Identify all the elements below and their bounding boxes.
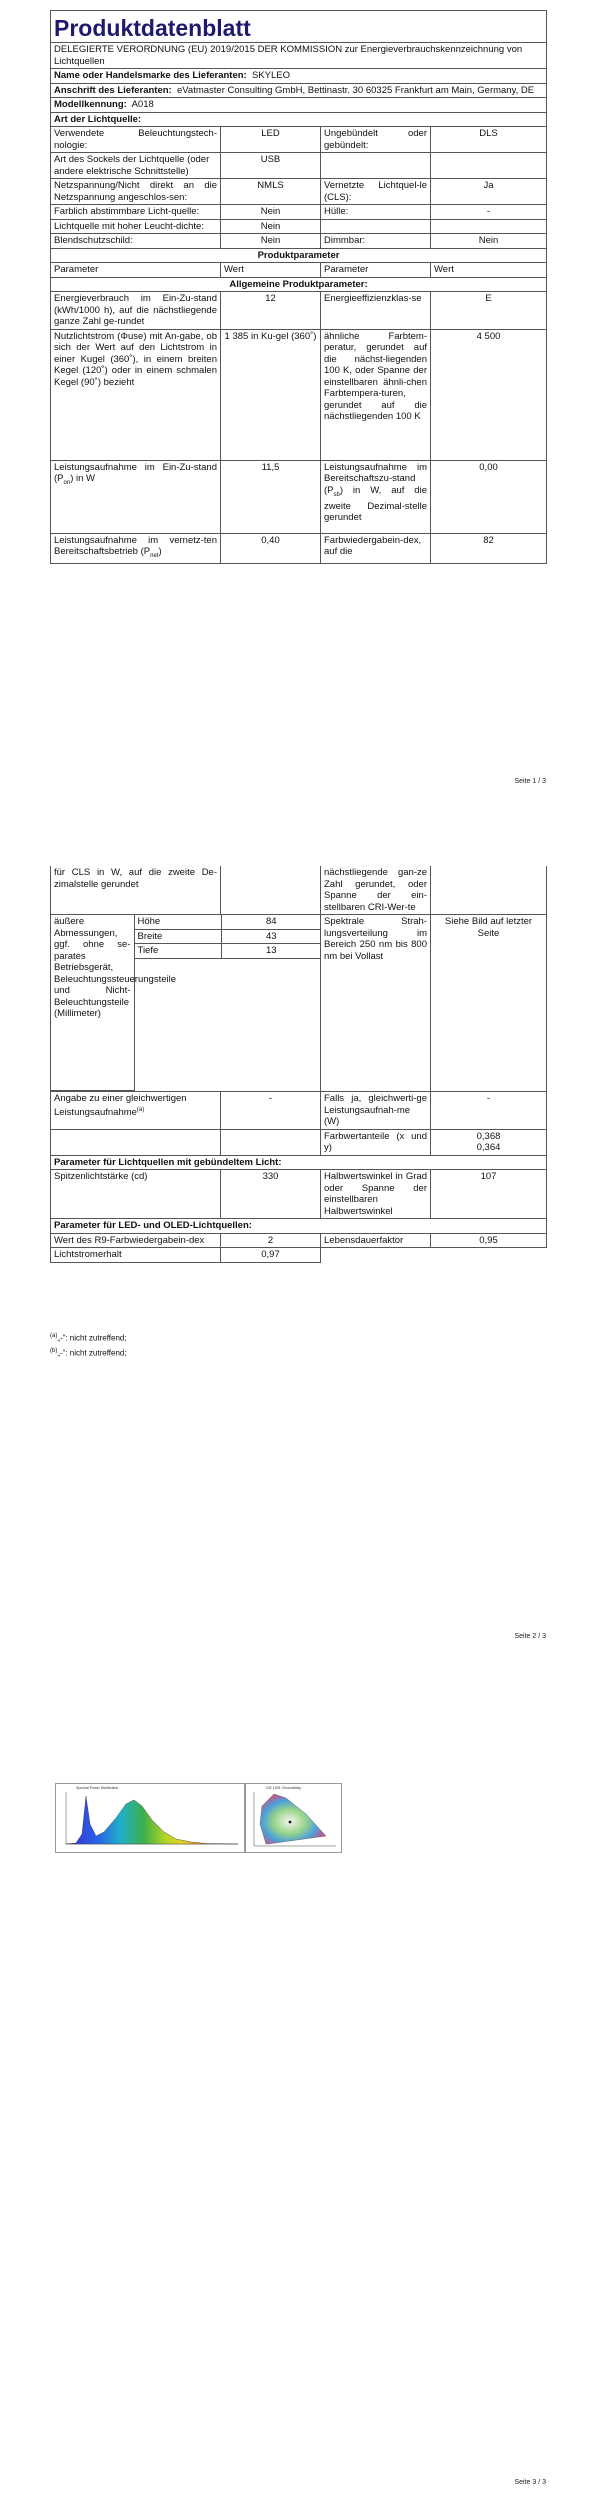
pon-label: Leistungsaufnahme im Ein-Zu-stand $(P_{on})$ in W [51, 460, 221, 533]
dimensions-table [51, 915, 321, 1091]
allgemeine-heading: Allgemeine Produktparameter: [51, 277, 547, 292]
page-footer: Seite 1 / 3 [514, 778, 546, 785]
envelope-label: Hülle: [321, 205, 431, 220]
col-wert: Wert [431, 263, 547, 278]
empty-cell [431, 219, 547, 234]
beam-angle-value: 107 [431, 1170, 547, 1219]
high-luminance-value: Nein [221, 219, 321, 234]
address-label: Anschrift des Lieferanten: [54, 84, 172, 96]
directional-label: Ungebündelt oder gebündelt: [321, 127, 431, 153]
beam-angle-label: Halbwertswinkel in Grad oder Spanne der einstellbaren Halbwertswinkel [321, 1170, 431, 1219]
pnet-value: 0,40 [221, 533, 321, 564]
lumen-maintenance-value: 0,97 [221, 1248, 321, 1263]
mains-value: NMLS [221, 179, 321, 205]
page-title: Produktdatenblatt [51, 11, 547, 43]
pnet-label: Leistungsaufnahme im vernetz-ten Bereitschaftsbetrieb $(P_{net})$ [51, 533, 221, 564]
empty-cell [321, 219, 431, 234]
column-header-row [51, 263, 547, 278]
table-row [51, 1248, 547, 1263]
type-heading: Art der Lichtquelle: [51, 112, 547, 127]
table-row [51, 219, 547, 234]
eec-value: E [431, 292, 547, 330]
led-heading: Parameter für LED- und OLED-Lichtquellen: [51, 1219, 547, 1234]
energy-value: 12 [221, 292, 321, 330]
chroma-y: 0,364 [476, 1142, 501, 1153]
empty-cell [431, 866, 547, 915]
table-row [51, 205, 547, 220]
cct-value: 4 500 [431, 329, 547, 460]
tunable-value: Nein [221, 205, 321, 220]
tech-value: LED [221, 127, 321, 153]
footnote-b: $^{(b)}$„-“: nicht zutreffend; [50, 1347, 127, 1358]
table-row [51, 127, 547, 153]
mains-label: Netzspannung/Nicht direkt an die Netzspannung angeschlos-sen: [51, 179, 221, 205]
address-value: eVatmaster Consulting GmbH, Bettinastr. 30 60325 Frankfurt am Main, Germany, DE [177, 84, 535, 96]
r9-value: 2 [221, 1233, 321, 1248]
equiv2-label: Falls ja, gleichwerti-ge Leistungsaufnah-me (W) [321, 1092, 431, 1130]
table-row [51, 866, 547, 915]
dim-width-value: 43 [221, 929, 321, 944]
footnotes [50, 1330, 127, 1359]
spd-value: Siehe Bild auf letzter Seite [431, 915, 547, 1092]
model-label: Modellkennung: [54, 99, 127, 110]
table-row [51, 292, 547, 330]
survival-value: 0,95 [431, 1233, 547, 1248]
model-value: A018 [131, 99, 154, 110]
anti-glare-label: Blendschutzschild: [51, 234, 221, 249]
equiv2-value: - [431, 1092, 547, 1130]
directional-value: DLS [431, 127, 547, 153]
survival-label: Lebensdauerfaktor [321, 1233, 431, 1248]
empty-cell [221, 866, 321, 915]
regulation-text: DELEGIERTE VERORDNUNG (EU) 2019/2015 DER KOMMISSION zur Energieverbrauchskennzeichnung von Lichtquellen [51, 43, 547, 69]
anti-glare-value: Nein [221, 234, 321, 249]
gebuendelt-heading: Parameter für Lichtquellen mit gebündeltem Licht: [51, 1155, 547, 1170]
peak-intensity-label: Spitzenlichtstärke (cd) [51, 1170, 221, 1219]
tunable-label: Farblich abstimmbare Licht-quelle: [51, 205, 221, 220]
datasheet-table-1 [50, 10, 547, 564]
table-row [51, 1129, 547, 1155]
spectrum-figure [55, 1783, 340, 1851]
col-param: Parameter [51, 263, 221, 278]
table-row [51, 915, 547, 1092]
empty-cell [321, 1248, 431, 1263]
envelope-value: - [431, 205, 547, 220]
page-footer: Seite 2 / 3 [514, 1633, 546, 1640]
flux-label: Nutzlichtstrom (Φuse) mit An-gabe, ob sich der Wert auf den Lichtstrom in einer Kugel (360˚), in einem breiten Kegel (120˚) oder in einem schmalen Kegel (90˚) bezieht [51, 329, 221, 460]
psb-value: 0,00 [431, 460, 547, 533]
spectrum-caption: Spectral Power Distribution [76, 1786, 119, 1790]
page-3 [0, 1670, 591, 2510]
flux-value: 1 385 in Ku-gel (360˚) [221, 329, 321, 460]
lumen-maintenance-label: Lichtstromerhalt [51, 1248, 221, 1263]
dimensions-label: äußere Abmessungen, ggf. ohne se-parates Betriebsgerät, Beleuchtungssteuerungsteile und Nicht-Beleuchtungsteile (Millimeter) [51, 915, 134, 1091]
empty-cell [321, 153, 431, 179]
cct-label: ähnliche Farbtem-peratur, gerundet auf die nächst-liegenden 100 K, oder Spanne der einstellbaren ähnli-chen Farbtempera-turen, gerundet auf die nächstliegenden 100 K [321, 329, 431, 460]
cri-label: Farbwiedergabein-dex, auf die [321, 533, 431, 564]
table-row [51, 329, 547, 460]
table-row [51, 1233, 547, 1248]
model-row [51, 98, 547, 113]
r9-label: Wert des R9-Farbwiedergabein-dex [51, 1233, 221, 1248]
table-row [51, 153, 547, 179]
dimmable-value: Nein [431, 234, 547, 249]
col-param: Parameter [321, 263, 431, 278]
produktparameter-heading: Produktparameter [51, 248, 547, 263]
equiv-value: - [221, 1092, 321, 1130]
table-row [51, 179, 547, 205]
empty-cell [431, 153, 547, 179]
dim-depth-value: 13 [221, 944, 321, 959]
cap-value: USB [221, 153, 321, 179]
empty-cell [221, 1129, 321, 1155]
empty-cell [51, 1129, 221, 1155]
dim-width-label: Breite [134, 929, 221, 944]
page-1 [0, 0, 591, 790]
brand-label: Name oder Handelsmarke des Lieferanten: [54, 70, 247, 81]
table-row [51, 1170, 547, 1219]
dimensions-cell [51, 915, 321, 1092]
dimmable-label: Dimmbar: [321, 234, 431, 249]
cie-caption: CIE 1931 Chromaticity [266, 1786, 302, 1790]
psb-label: Leistungsaufnahme im Bereitschaftszu-stand $(P_{sb})$ in W, auf die zweite Dezimal-stelle gerundet [321, 460, 431, 533]
tech-label: Verwendete Beleuchtungstech-nologie: [51, 127, 221, 153]
col-wert: Wert [221, 263, 321, 278]
pnet-label-continued: für CLS in W, auf die zweite De-zimalstelle gerundet [51, 866, 221, 915]
cls-value: Ja [431, 179, 547, 205]
pon-value: 11,5 [221, 460, 321, 533]
chroma-label: Farbwertanteile (x und y) [321, 1129, 431, 1155]
chroma-values [431, 1129, 547, 1155]
cap-label: Art des Sockels der Lichtquelle (oder andere elektrische Schnittstelle) [51, 153, 221, 179]
table-row [51, 460, 547, 533]
high-luminance-label: Lichtquelle mit hoher Leucht-dichte: [51, 219, 221, 234]
table-row [51, 533, 547, 564]
cri-label-continued: nächstliegende gan-ze Zahl gerundet, oder Spanne der ein-stellbaren CRI-Wer-te [321, 866, 431, 915]
peak-intensity-value: 330 [221, 1170, 321, 1219]
cri-value: 82 [431, 533, 547, 564]
table-row [51, 234, 547, 249]
spectral-distribution-image [55, 1783, 245, 1853]
empty-cell [431, 1248, 547, 1263]
spd-label: Spektrale Strah-lungsverteilung im Bereich 250 nm bis 800 nm bei Vollast [321, 915, 431, 1092]
footnote-a: $^{(a)}$„-“: nicht zutreffend; [50, 1333, 127, 1343]
energy-label: Energieverbrauch im Ein-Zu-stand (kWh/1000 h), auf die nächstliegende ganze Zahl ge-rundet [51, 292, 221, 330]
equiv-label: Angabe zu einer gleichwertigen Leistungsaufnahme$^{(a)}$ [51, 1092, 221, 1130]
datasheet-table-2 [50, 866, 547, 1263]
address-row [51, 83, 547, 98]
table-row [51, 1092, 547, 1130]
cie-chromaticity-image [245, 1783, 342, 1853]
brand-value: SKYLEO [252, 70, 291, 81]
dim-depth-label: Tiefe [134, 944, 221, 959]
chromaticity-point [289, 1821, 292, 1824]
dim-height-label: Höhe [134, 915, 221, 929]
eec-label: Energieeffizienzklas-se [321, 292, 431, 330]
dim-height-value: 84 [221, 915, 321, 929]
brand-row [51, 69, 547, 84]
page-footer: Seite 3 / 3 [514, 2479, 546, 2486]
page-2 [0, 790, 591, 1670]
chroma-x: 0,368 [476, 1130, 501, 1142]
cls-label: Vernetzte Lichtquel-le (CLS): [321, 179, 431, 205]
